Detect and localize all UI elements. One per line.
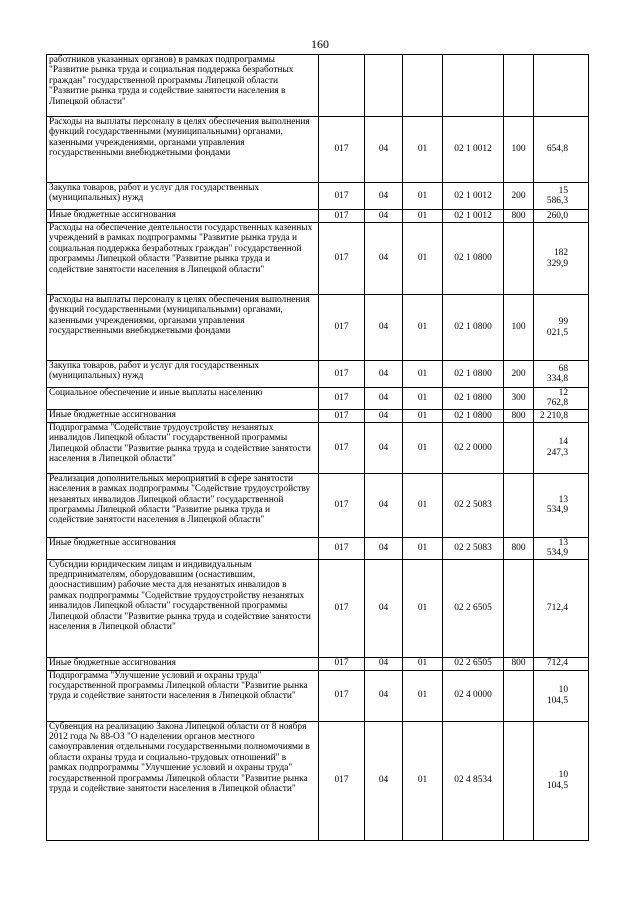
table-row [47, 657, 589, 670]
row-description: Иные бюджетные ассигнования [47, 210, 319, 223]
row-description: Подпрограмма "Улучшение условий и охраны труда" государственной программы Липецкой области "Развитие рынка труда и содействие занятости населения в Липецкой области" [47, 670, 319, 721]
row-section-code: 04 [365, 183, 403, 210]
row-amount: 2 210,8 [534, 409, 589, 422]
row-expense-type-code [504, 473, 534, 537]
row-expense-type-code [504, 223, 534, 295]
row-description: работников указанных органов) в рамках подпрограммы "Развитие рынка труда и социальная поддержка безработных граждан" государственной программы Липецкой области "Развитие рынка труда и содействие занятости населения в Липецкой области" [47, 55, 319, 117]
row-ministry-code: 017 [319, 721, 365, 840]
row-subsection-code: 01 [403, 473, 443, 537]
row-amount [534, 55, 589, 117]
row-subsection-code: 01 [403, 117, 443, 183]
row-amount: 182 329,9 [534, 223, 589, 295]
row-section-code: 04 [365, 223, 403, 295]
row-section-code: 04 [365, 473, 403, 537]
row-subsection-code: 01 [403, 361, 443, 388]
row-subsection-code: 01 [403, 183, 443, 210]
row-expense-type-code: 100 [504, 117, 534, 183]
row-section-code: 04 [365, 422, 403, 473]
row-target-code: 02 1 0800 [443, 361, 504, 388]
row-target-code [443, 55, 504, 117]
row-amount: 12 762,8 [534, 388, 589, 410]
row-target-code: 02 4 0000 [443, 670, 504, 721]
table-row [47, 473, 589, 537]
row-amount: 10 104,5 [534, 670, 589, 721]
table-row [47, 295, 589, 361]
row-expense-type-code [504, 422, 534, 473]
row-target-code: 02 2 6505 [443, 657, 504, 670]
table-row [47, 55, 589, 117]
row-section-code: 04 [365, 670, 403, 721]
row-description: Субсидии юридическим лицам и индивидуальным предпринимателям, оборудовавшим (оснастившим, дооснастившим) рабочие места для незанятых инвалидов в рамках подпрограммы "Содействие трудоустройству незанятых инвалидов Липецкой области" государственной программы Липецкой области "Развитие рынка труда и содействие занятости населения в Липецкой области" [47, 559, 319, 657]
row-target-code: 02 1 0800 [443, 223, 504, 295]
row-expense-type-code [504, 670, 534, 721]
row-ministry-code: 017 [319, 537, 365, 559]
row-subsection-code: 01 [403, 409, 443, 422]
row-target-code: 02 2 5083 [443, 473, 504, 537]
row-amount: 712,4 [534, 559, 589, 657]
row-description: Реализация дополнительных мероприятий в сфере занятости населения в рамках подпрограммы "Содействие трудоустройству незанятых инвалидов Липецкой области" государственной программы Липецкой области "Развитие рынка труда и содействие занятости населения в Липецкой области" [47, 473, 319, 537]
row-section-code: 04 [365, 361, 403, 388]
row-description: Иные бюджетные ассигнования [47, 409, 319, 422]
table-row [47, 183, 589, 210]
row-subsection-code: 01 [403, 537, 443, 559]
row-subsection-code [403, 55, 443, 117]
row-section-code: 04 [365, 388, 403, 410]
row-target-code: 02 1 0800 [443, 409, 504, 422]
table-row [47, 422, 589, 473]
row-target-code: 02 2 5083 [443, 537, 504, 559]
row-subsection-code: 01 [403, 210, 443, 223]
row-section-code: 04 [365, 537, 403, 559]
page-number: 160 [311, 37, 329, 51]
row-expense-type-code [504, 559, 534, 657]
row-section-code: 04 [365, 295, 403, 361]
row-subsection-code: 01 [403, 295, 443, 361]
row-ministry-code: 017 [319, 422, 365, 473]
row-section-code [365, 55, 403, 117]
row-ministry-code: 017 [319, 361, 365, 388]
row-target-code: 02 2 6505 [443, 559, 504, 657]
row-section-code: 04 [365, 657, 403, 670]
row-expense-type-code: 100 [504, 295, 534, 361]
row-ministry-code: 017 [319, 657, 365, 670]
row-section-code: 04 [365, 721, 403, 840]
row-description: Субвенция на реализацию Закона Липецкой области от 8 ноября 2012 года № 88-ОЗ "О наделении органов местного самоуправления отдельными государственными полномочиями в области охраны труда и социально-трудовых отношений" в рамках подпрограммы "Улучшение условий и охраны труда" государственной программы Липецкой области "Развитие рынка труда и содействие занятости населения в Липецкой области" [47, 721, 319, 840]
row-amount: 13 534,9 [534, 473, 589, 537]
row-ministry-code: 017 [319, 117, 365, 183]
row-expense-type-code: 200 [504, 183, 534, 210]
row-amount: 10 104,5 [534, 721, 589, 840]
row-amount: 13 534,9 [534, 537, 589, 559]
row-amount: 654,8 [534, 117, 589, 183]
row-amount: 99 021,5 [534, 295, 589, 361]
row-amount: 712,4 [534, 657, 589, 670]
row-subsection-code: 01 [403, 223, 443, 295]
table-row [47, 223, 589, 295]
table-row [47, 559, 589, 657]
row-description: Социальное обеспечение и иные выплаты населению [47, 388, 319, 410]
row-description: Подпрограмма "Содействие трудоустройству незанятых инвалидов Липецкой области" государственной программы Липецкой области "Развитие рынка труда и содействие занятости населения в Липецкой области" [47, 422, 319, 473]
row-expense-type-code [504, 721, 534, 840]
row-amount: 68 334,8 [534, 361, 589, 388]
table-row [47, 117, 589, 183]
row-description: Иные бюджетные ассигнования [47, 657, 319, 670]
row-expense-type-code: 800 [504, 657, 534, 670]
row-ministry-code: 017 [319, 295, 365, 361]
budget-table [46, 54, 589, 841]
row-description: Расходы на выплаты персоналу в целях обеспечения выполнения функций государственными (муниципальными) органами, казенными учреждениями, органами управления государственными внебюджетными фондами [47, 117, 319, 183]
row-description: Расходы на выплаты персоналу в целях обеспечения выполнения функций государственными (муниципальными) органами, казенными учреждениями, органами управления государственными внебюджетными фондами [47, 295, 319, 361]
table-row [47, 721, 589, 840]
row-ministry-code: 017 [319, 183, 365, 210]
row-subsection-code: 01 [403, 670, 443, 721]
row-target-code: 02 2 0000 [443, 422, 504, 473]
row-subsection-code: 01 [403, 388, 443, 410]
row-target-code: 02 1 0800 [443, 295, 504, 361]
row-amount: 260,0 [534, 210, 589, 223]
row-target-code: 02 4 8534 [443, 721, 504, 840]
row-ministry-code: 017 [319, 670, 365, 721]
row-section-code: 04 [365, 210, 403, 223]
row-subsection-code: 01 [403, 422, 443, 473]
row-subsection-code: 01 [403, 559, 443, 657]
row-target-code: 02 1 0800 [443, 388, 504, 410]
row-amount: 15 586,3 [534, 183, 589, 210]
row-expense-type-code: 300 [504, 388, 534, 410]
table-row [47, 537, 589, 559]
row-ministry-code: 017 [319, 210, 365, 223]
row-ministry-code: 017 [319, 223, 365, 295]
row-expense-type-code: 800 [504, 537, 534, 559]
row-description: Закупка товаров, работ и услуг для государственных (муниципальных) нужд [47, 183, 319, 210]
table-row [47, 361, 589, 388]
row-description: Закупка товаров, работ и услуг для государственных (муниципальных) нужд [47, 361, 319, 388]
row-expense-type-code [504, 55, 534, 117]
table-row [47, 388, 589, 410]
row-description: Иные бюджетные ассигнования [47, 537, 319, 559]
row-amount: 14 247,3 [534, 422, 589, 473]
row-target-code: 02 1 0012 [443, 210, 504, 223]
table-row [47, 210, 589, 223]
row-ministry-code [319, 55, 365, 117]
row-ministry-code: 017 [319, 388, 365, 410]
row-section-code: 04 [365, 409, 403, 422]
row-expense-type-code: 800 [504, 409, 534, 422]
row-expense-type-code: 200 [504, 361, 534, 388]
row-ministry-code: 017 [319, 559, 365, 657]
table-row [47, 409, 589, 422]
row-ministry-code: 017 [319, 409, 365, 422]
row-expense-type-code: 800 [504, 210, 534, 223]
row-section-code: 04 [365, 559, 403, 657]
table-row [47, 670, 589, 721]
row-target-code: 02 1 0012 [443, 117, 504, 183]
row-target-code: 02 1 0012 [443, 183, 504, 210]
row-section-code: 04 [365, 117, 403, 183]
row-subsection-code: 01 [403, 721, 443, 840]
row-subsection-code: 01 [403, 657, 443, 670]
row-description: Расходы на обеспечение деятельности государственных казенных учреждений в рамках подпрограммы "Развитие рынка труда и социальная поддержка безработных граждан" государственной программы Липецкой области "Развитие рынка труда и содействие занятости населения в Липецкой области" [47, 223, 319, 295]
row-ministry-code: 017 [319, 473, 365, 537]
